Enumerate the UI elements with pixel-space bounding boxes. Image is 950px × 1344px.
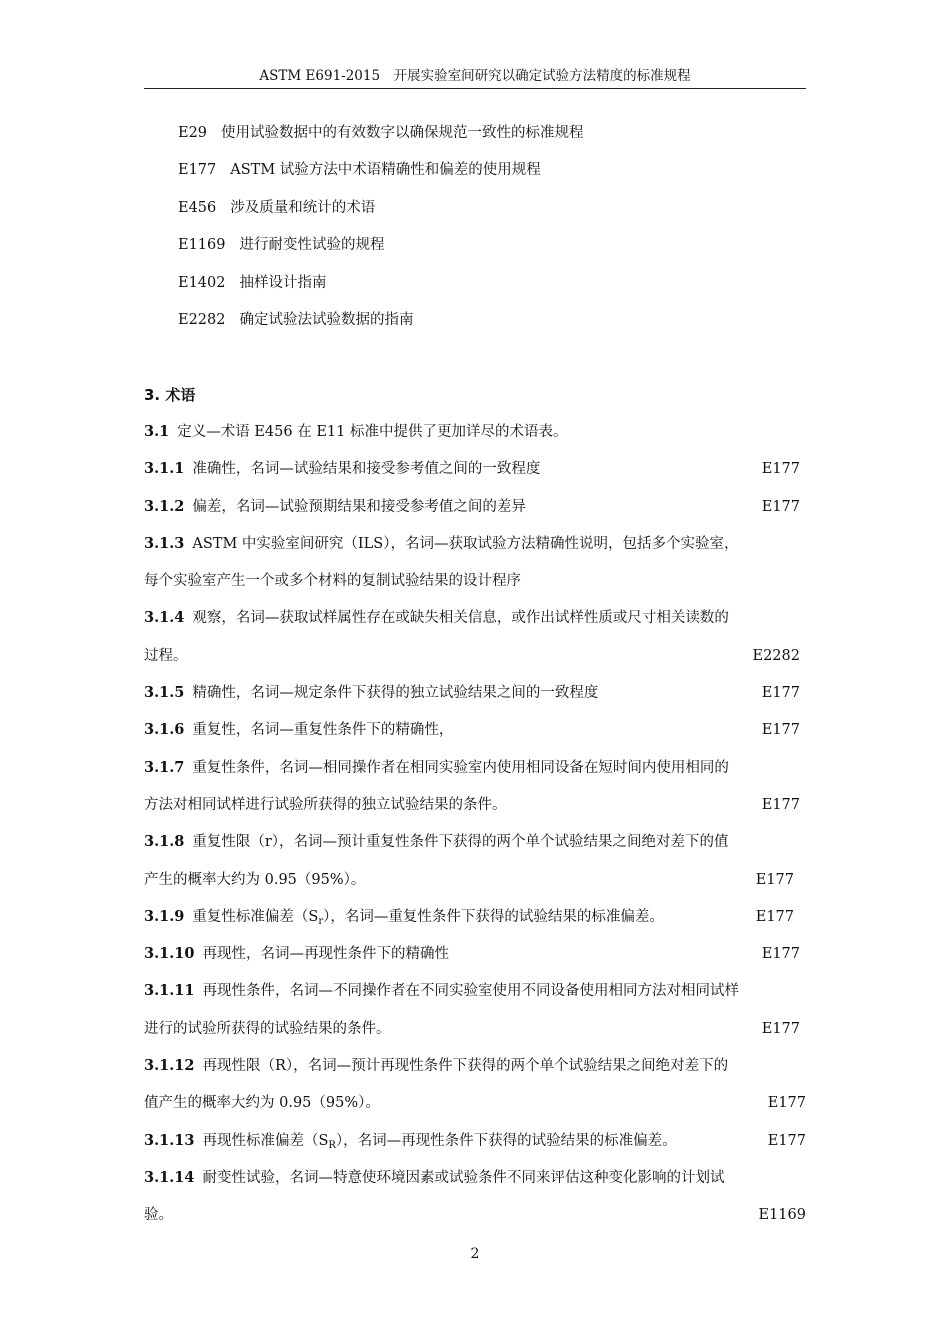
definition-text: 产生的概率大约为 0.95（95%）。 (144, 871, 366, 888)
definition-text: 精确性，名词—规定条件下获得的独立试验结果之间的一致程度 (192, 685, 599, 702)
definition-source: E177 (755, 871, 794, 888)
list-item (178, 270, 584, 307)
definition-number: 3.1.14 (144, 1168, 195, 1186)
ref-title: 确定试验法试验数据的指南 (239, 311, 414, 328)
definition-3-1-12-cont (144, 1089, 806, 1126)
definition-3-1-2 (144, 493, 806, 530)
definition-number: 3.1.4 (144, 609, 185, 627)
ref-code: E177 (178, 162, 217, 179)
definition-number: 3.1.7 (144, 758, 185, 776)
definition-number: 3.1.8 (144, 833, 185, 851)
definition-number: 3.1.1 (144, 460, 185, 478)
definition-3-1-13 (144, 1127, 806, 1164)
subscript: r (318, 915, 324, 927)
definition-3-1-7-cont (144, 791, 806, 828)
definition-number: 3.1.11 (144, 982, 195, 1000)
definition-source: E177 (761, 685, 800, 702)
definition-text: 耐变性试验，名词—特意使环境因素或试验条件不同来评估这种变化影响的计划试 (202, 1169, 725, 1186)
definition-3-1-6 (144, 716, 806, 753)
definitions-list (144, 418, 806, 1239)
definition-3-1-8-cont (144, 866, 806, 903)
definition-number: 3.1.12 (144, 1057, 195, 1075)
definition-text: 验。 (144, 1207, 173, 1224)
definition-source: E177 (767, 1132, 806, 1149)
definition-3-1-11 (144, 977, 806, 1014)
definition-text: 进行的试验所获得的试验结果的条件。 (144, 1020, 391, 1037)
definition-text: 定义—术语 E456 在 E11 标准中提供了更加详尽的术语表。 (177, 424, 568, 440)
definition-number: 3.1.2 (144, 497, 185, 515)
definition-3-1-4-cont (144, 642, 806, 679)
list-item (178, 307, 584, 344)
definition-text: 观察，名词—获取试样属性存在或缺失相关信息，或作出试样性质或尺寸相关读数的 (192, 610, 729, 627)
definition-3-1-10 (144, 940, 806, 977)
ref-title: 进行耐变性试验的规程 (239, 237, 385, 254)
ref-code: E29 (178, 125, 208, 141)
definition-source: E1169 (758, 1207, 806, 1224)
definition-source: E177 (761, 722, 800, 739)
definition-source: E177 (761, 796, 800, 813)
definition-number: 3.1.6 (144, 721, 185, 739)
reference-list (178, 120, 584, 344)
ref-title: 使用试验数据中的有效数字以确保规范一致性的标准规程 (221, 125, 584, 141)
definition-number: 3.1.13 (144, 1131, 195, 1149)
list-item (178, 195, 584, 232)
definition-number: 3.1.10 (144, 945, 195, 963)
definition-3-1-7 (144, 754, 806, 791)
definition-3-1-3 (144, 530, 806, 567)
definition-text: 过程。 (144, 647, 188, 664)
ref-code: E456 (178, 199, 217, 216)
page-number: 2 (470, 1246, 480, 1262)
ref-title: ASTM 试验方法中术语精确性和偏差的使用规程 (230, 162, 541, 179)
ref-code: E1169 (178, 237, 226, 254)
definition-text: 再现性标准偏差（S (202, 1132, 329, 1149)
definition-text: 重复性，名词—重复性条件下的精确性， (192, 722, 454, 739)
definition-source: E177 (767, 1095, 806, 1112)
running-header (144, 66, 806, 89)
section-title: 3. 术语 (144, 386, 196, 404)
definition-text: ），名词—再现性条件下获得的试验结果的标准偏差。 (335, 1132, 677, 1149)
definition-number: 3.1.3 (144, 534, 185, 552)
ref-code: E1402 (178, 274, 226, 291)
definition-text: 准确性，名词—试验结果和接受参考值之间的一致程度 (192, 461, 541, 478)
ref-code: E2282 (178, 311, 226, 328)
definition-3-1-14 (144, 1164, 806, 1201)
definition-source: E177 (761, 498, 800, 515)
definition-text: ASTM 中实验室间研究（ILS），名词—获取试验方法精确性说明，包括多个实验室， (192, 535, 739, 552)
definition-3-1-3-cont (144, 567, 806, 604)
list-item (178, 232, 584, 269)
ref-title: 涉及质量和统计的术语 (230, 199, 376, 216)
definition-source: E177 (761, 1020, 800, 1037)
definition-text: 再现性限（R），名词—预计再现性条件下获得的两个单个试验结果之间绝对差下的 (202, 1058, 729, 1075)
definition-text: 重复性标准偏差（S (192, 908, 319, 925)
definition-number: 3.1.9 (144, 907, 185, 925)
definition-3-1-5 (144, 679, 806, 716)
header-text: ASTM E691-2015 开展实验室间研究以确定试验方法精度的标准规程 (259, 68, 691, 84)
definition-source: E177 (761, 461, 800, 478)
definition-source: E177 (761, 946, 800, 963)
definition-number: 3.1 (144, 423, 170, 440)
definition-text: ），名词—重复性条件下获得的试验结果的标准偏差。 (323, 908, 664, 925)
definition-source: E2282 (752, 647, 800, 664)
list-item (178, 157, 584, 194)
definition-3-1 (144, 418, 806, 455)
definition-3-1-8 (144, 828, 806, 865)
definition-text: 值产生的概率大约为 0.95（95%）。 (144, 1095, 380, 1112)
definition-3-1-1 (144, 455, 806, 492)
definition-3-1-12 (144, 1052, 806, 1089)
definition-text: 重复性限（r），名词—预计重复性条件下获得的两个单个试验结果之间绝对差下的值 (192, 834, 729, 851)
definition-text: 偏差，名词—试验预期结果和接受参考值之间的差异 (192, 498, 526, 515)
definition-text: 每个实验室产生一个或多个材料的复制试验结果的设计程序 (144, 573, 521, 590)
definition-3-1-11-cont (144, 1015, 806, 1052)
definition-text: 再现性，名词—再现性条件下的精确性 (202, 946, 449, 963)
definition-source: E177 (755, 908, 794, 925)
definition-3-1-4 (144, 604, 806, 641)
definition-text: 重复性条件，名词—相同操作者在相同实验室内使用相同设备在短时间内使用相同的 (192, 759, 729, 776)
definition-text: 再现性条件，名词—不同操作者在不同实验室使用不同设备使用相同方法对相同试样 (202, 983, 739, 1000)
definition-3-1-9 (144, 903, 806, 940)
definition-text: 方法对相同试样进行试验所获得的独立试验结果的条件。 (144, 796, 507, 813)
definition-number: 3.1.5 (144, 684, 185, 702)
list-item (178, 120, 584, 157)
ref-title: 抽样设计指南 (239, 274, 327, 291)
subscript: R (328, 1139, 336, 1151)
definition-3-1-14-cont (144, 1201, 806, 1238)
